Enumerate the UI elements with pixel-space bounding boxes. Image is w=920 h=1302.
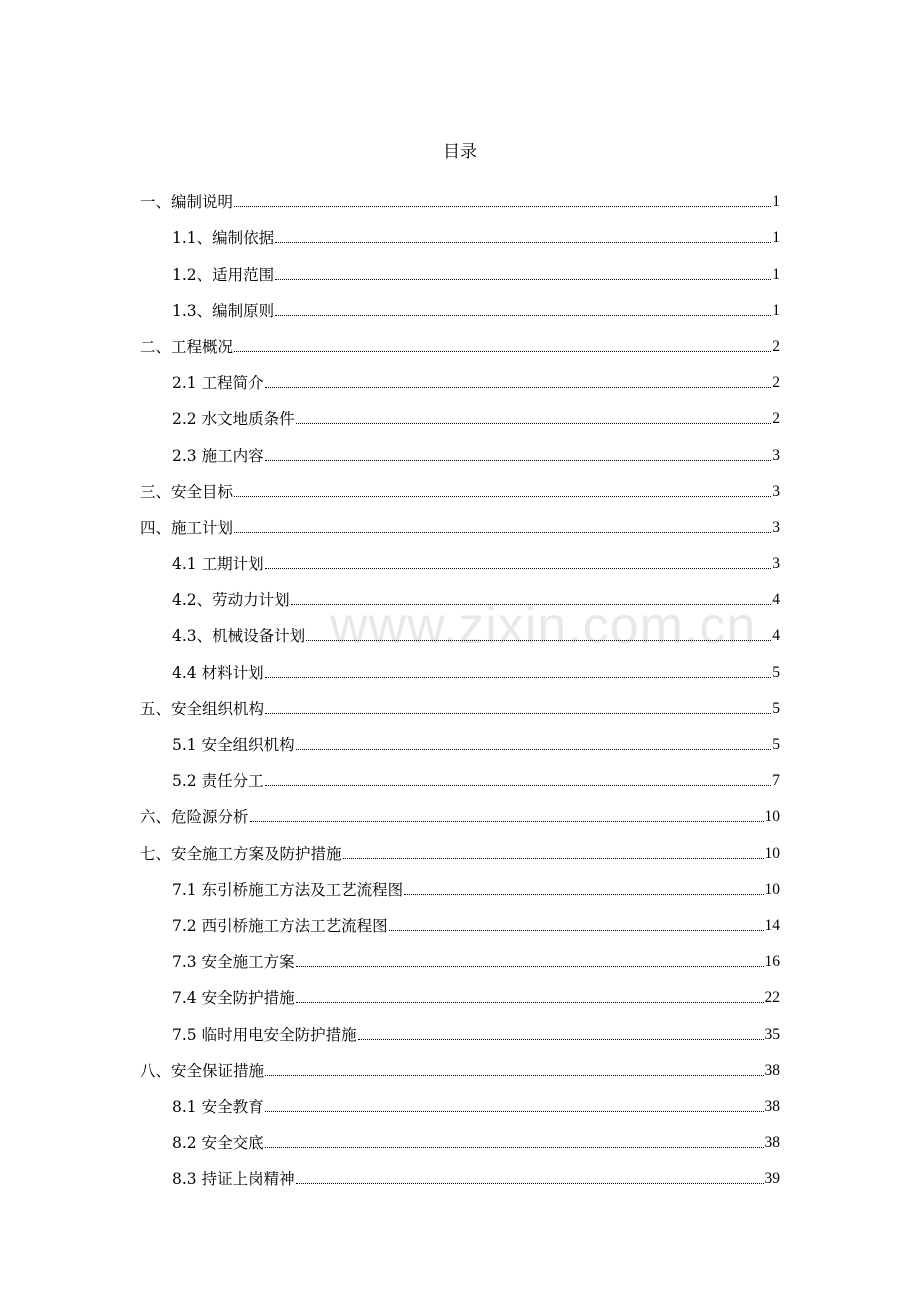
toc-entry-page: 3 bbox=[772, 555, 780, 573]
toc-dot-leader bbox=[343, 858, 764, 859]
toc-entry[interactable] bbox=[140, 906, 780, 942]
toc-entry[interactable] bbox=[140, 1087, 780, 1123]
toc-entry-label: 8.2 安全交底 bbox=[172, 1134, 264, 1153]
toc-dot-leader bbox=[265, 387, 772, 388]
toc-dot-leader bbox=[265, 1075, 763, 1076]
toc-dot-leader bbox=[275, 279, 771, 280]
toc-dot-leader bbox=[389, 930, 764, 931]
toc-entry-label: 1.3、编制原则 bbox=[172, 301, 275, 320]
toc-entry-label: 7.3 安全施工方案 bbox=[172, 953, 295, 972]
toc-entry-page: 38 bbox=[764, 1061, 780, 1079]
toc-dot-leader bbox=[265, 713, 771, 714]
toc-dot-leader bbox=[275, 242, 771, 243]
toc-entry-label: 7.4 安全防护措施 bbox=[172, 989, 295, 1008]
toc-dot-leader bbox=[234, 351, 771, 352]
toc-entry[interactable] bbox=[140, 327, 780, 363]
toc-dot-leader bbox=[265, 460, 772, 461]
toc-entry-page: 10 bbox=[764, 808, 780, 826]
toc-entry-page: 3 bbox=[772, 518, 780, 536]
toc-dot-leader bbox=[234, 206, 771, 207]
toc-entry-page: 7 bbox=[772, 772, 780, 790]
toc-entry-label: 六、危险源分析 bbox=[140, 808, 249, 827]
toc-entry[interactable] bbox=[140, 833, 780, 869]
toc-dot-leader bbox=[296, 966, 764, 967]
toc-entry-label: 7.5 临时用电安全防护措施 bbox=[172, 1025, 357, 1044]
toc-entry-label: 2.1 工程简介 bbox=[172, 374, 264, 393]
toc-entry-label: 4.4 材料计划 bbox=[172, 663, 264, 682]
toc-entry-page: 1 bbox=[772, 265, 780, 283]
toc-entry-label: 4.1 工期计划 bbox=[172, 555, 264, 574]
toc-entry-label: 四、施工计划 bbox=[140, 518, 234, 537]
toc-entry-label: 三、安全目标 bbox=[140, 482, 234, 501]
toc-entry[interactable] bbox=[140, 870, 780, 906]
toc-entry-page: 4 bbox=[772, 627, 780, 645]
toc-dot-leader bbox=[234, 532, 771, 533]
toc-entry[interactable] bbox=[140, 761, 780, 797]
toc-entry-page: 1 bbox=[772, 229, 780, 247]
toc-entry-page: 10 bbox=[764, 844, 780, 862]
toc-dot-leader bbox=[265, 1147, 764, 1148]
toc-entry-page: 38 bbox=[764, 1134, 780, 1152]
toc-entry-page: 1 bbox=[772, 193, 780, 211]
toc-entry-label: 4.2、劳动力计划 bbox=[172, 591, 290, 610]
toc-entry[interactable] bbox=[140, 544, 780, 580]
toc-dot-leader bbox=[265, 677, 772, 678]
toc-dot-leader bbox=[404, 894, 763, 895]
toc-entry[interactable] bbox=[140, 942, 780, 978]
toc-entry-label: 二、工程概况 bbox=[140, 337, 234, 356]
toc-entry-page: 3 bbox=[772, 482, 780, 500]
toc-entry-label: 7.2 西引桥施工方法工艺流程图 bbox=[172, 916, 388, 935]
toc-entry-label: 一、编制说明 bbox=[140, 193, 234, 212]
toc-entry-label: 八、安全保证措施 bbox=[140, 1061, 265, 1080]
toc-entry-label: 5.1 安全组织机构 bbox=[172, 736, 295, 754]
toc-dot-leader bbox=[265, 568, 772, 569]
toc-entry-label: 5.2 责任分工 bbox=[172, 772, 264, 791]
toc-entry[interactable] bbox=[140, 1051, 780, 1087]
toc-title: 目录 bbox=[443, 142, 477, 162]
toc-entry[interactable] bbox=[140, 580, 780, 616]
toc-entry[interactable] bbox=[140, 978, 780, 1014]
toc-dot-leader bbox=[265, 1111, 764, 1112]
toc-entry-page: 5 bbox=[772, 736, 780, 753]
toc-entry[interactable] bbox=[140, 182, 780, 218]
toc-entry-page: 35 bbox=[764, 1025, 780, 1043]
toc-entry[interactable] bbox=[140, 1123, 780, 1159]
toc-entry-label: 1.2、适用范围 bbox=[172, 265, 275, 284]
toc-entry[interactable] bbox=[140, 689, 780, 725]
toc-entry-page: 22 bbox=[764, 989, 780, 1007]
toc-entry[interactable] bbox=[140, 725, 780, 761]
toc-entry[interactable] bbox=[140, 797, 780, 833]
toc-entry[interactable] bbox=[140, 399, 780, 435]
toc-entry-label: 七、安全施工方案及防护措施 bbox=[140, 844, 342, 863]
toc-entry-page: 2 bbox=[772, 410, 780, 428]
toc-entry[interactable] bbox=[140, 508, 780, 544]
toc-entry[interactable] bbox=[140, 435, 780, 471]
toc-entry[interactable] bbox=[140, 1014, 780, 1050]
toc-dot-leader bbox=[234, 496, 771, 497]
toc-dot-leader bbox=[250, 821, 764, 822]
toc-dot-leader bbox=[296, 1183, 764, 1184]
toc-entry[interactable] bbox=[140, 218, 780, 254]
toc-entry[interactable] bbox=[140, 291, 780, 327]
toc-entry[interactable] bbox=[140, 472, 780, 508]
toc-dot-leader bbox=[291, 604, 772, 605]
toc-dot-leader bbox=[358, 1039, 764, 1040]
toc-dot-leader bbox=[275, 315, 771, 316]
toc-entry-page: 38 bbox=[764, 1097, 780, 1115]
toc-entry[interactable] bbox=[140, 1159, 780, 1195]
toc-entry-label: 8.3 持证上岗精神 bbox=[172, 1170, 295, 1189]
toc-entry[interactable] bbox=[140, 652, 780, 688]
toc-entry-page: 5 bbox=[772, 699, 780, 717]
toc-entry-page: 14 bbox=[764, 916, 780, 934]
watermark: www.zixin.com.cn bbox=[330, 597, 757, 655]
toc-entry-page: 5 bbox=[772, 663, 780, 681]
toc-entry[interactable] bbox=[140, 363, 780, 399]
toc-list bbox=[140, 182, 780, 1195]
toc-dot-leader bbox=[306, 640, 771, 641]
toc-entry-label: 2.3 施工内容 bbox=[172, 446, 264, 465]
toc-dot-leader bbox=[265, 785, 772, 786]
toc-dot-leader bbox=[296, 1002, 764, 1003]
toc-entry[interactable] bbox=[140, 616, 780, 652]
toc-entry-page: 16 bbox=[764, 953, 780, 971]
toc-entry-label: 2.2 水文地质条件 bbox=[172, 410, 295, 429]
toc-entry-page: 4 bbox=[772, 591, 780, 609]
toc-entry-page: 2 bbox=[772, 337, 780, 355]
toc-dot-leader bbox=[296, 423, 772, 424]
toc-entry[interactable] bbox=[140, 254, 780, 290]
toc-entry-label: 1.1、编制依据 bbox=[172, 229, 275, 248]
toc-entry-page: 3 bbox=[772, 446, 780, 464]
toc-entry-page: 1 bbox=[772, 301, 780, 319]
toc-entry-page: 39 bbox=[764, 1170, 780, 1188]
toc-entry-label: 4.3、机械设备计划 bbox=[172, 627, 306, 646]
toc-entry-page: 10 bbox=[764, 880, 780, 898]
toc-entry-label: 7.1 东引桥施工方法及工艺流程图 bbox=[172, 880, 404, 899]
toc-entry-page: 2 bbox=[772, 374, 780, 392]
toc-entry-label: 五、安全组织机构 bbox=[140, 699, 265, 718]
toc-dot-leader bbox=[296, 749, 772, 750]
toc-entry-label: 8.1 安全教育 bbox=[172, 1097, 264, 1116]
